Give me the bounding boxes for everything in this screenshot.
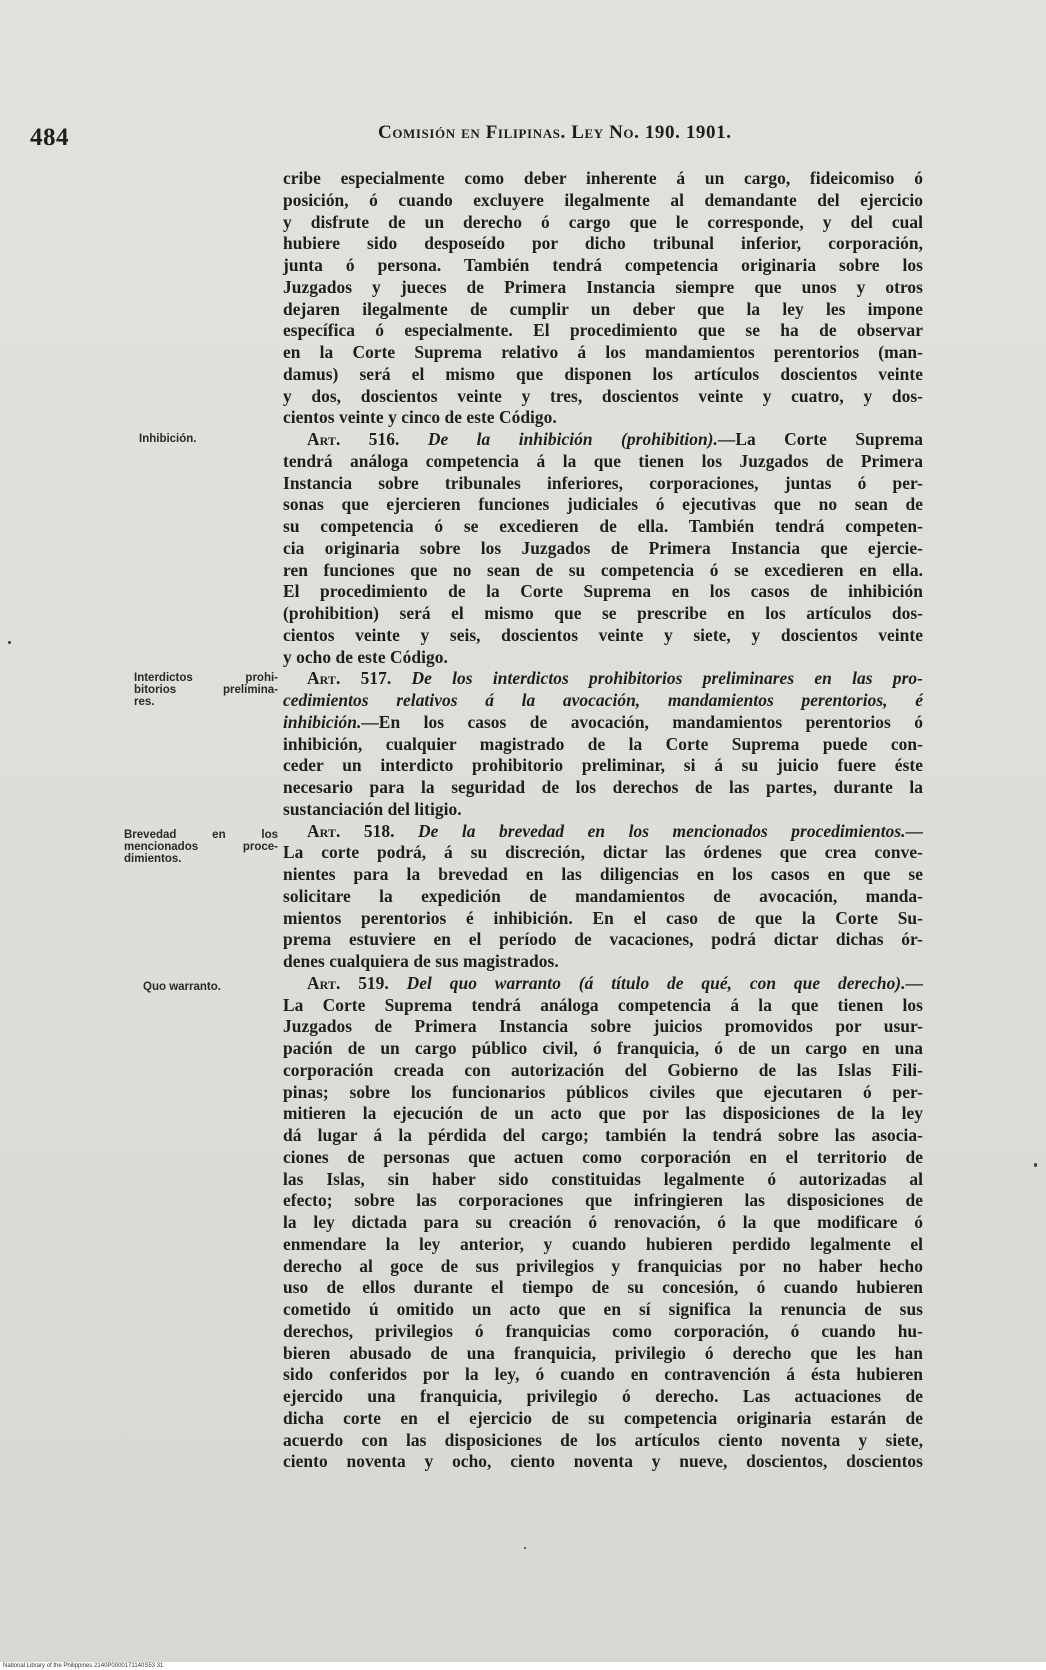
article-heading-line <box>283 668 923 690</box>
text-line: las Islas, sin haber sido constituidas legalmente ó autorizadas al <box>283 1168 923 1189</box>
scan-speck <box>8 641 11 644</box>
text-line: nientes para la brevedad en las diligencias en los casos en que se <box>283 864 923 884</box>
running-head: Comisión en Filipinas. Ley No. 190. 1901. <box>378 122 732 143</box>
text-line: en la Corte Suprema relativo á los mandamientos perentorios (man- <box>283 342 923 362</box>
text-segment: —La Corte Suprema <box>717 429 924 449</box>
text-line <box>283 712 923 734</box>
sidenote-line: Inhibición. <box>139 433 197 445</box>
article-519 <box>283 973 923 1473</box>
sidenote-quo-warranto <box>143 981 253 993</box>
text-line: sido conferidos por la ley, ó cuando en contravención á ésta hubieren <box>283 1364 923 1385</box>
text-line: inhibición, cualquier magistrado de la Corte Suprema puede con- <box>283 733 923 754</box>
text-line: y dos, doscientos veinte y tres, doscientos veinte y cuatro, y dos- <box>283 385 923 406</box>
text-line: ren funciones que no sean de su competencia ó se excedieren en ella. <box>283 559 923 580</box>
scan-speck <box>524 1547 526 1549</box>
text-line: derecho al goce de sus privilegios y franquicias por no haber hecho <box>283 1255 923 1276</box>
article-title-end: inhibición. <box>283 711 362 732</box>
sidenote-brevedad <box>124 829 278 865</box>
text-line: prema estuviere en el período de vacaciones, podrá dictar dichas ór- <box>283 929 923 950</box>
article-516 <box>283 429 923 668</box>
text-line: cribe especialmente como deber inherente á un cargo, fideicomiso ó <box>283 168 923 188</box>
text-segment: — <box>905 972 923 993</box>
text-line: sonas que ejercieren funciones judiciales ó ejecutivas que no sean de <box>283 494 923 515</box>
sidenote-line: Brevedad en los <box>124 829 278 841</box>
body-text <box>283 168 923 1473</box>
text-line: posición, ó cuando excluyere ilegalmente al demandante del ejercicio <box>283 189 923 210</box>
text-line: corporación creada con autorización del Gobierno de las Islas Fili- <box>283 1059 923 1080</box>
article-title: De la inhibición (prohibition). <box>427 429 718 449</box>
sidenote-line: mencionados proce- <box>124 841 278 853</box>
text-line: ciones de personas que actuen como corporación en el territorio de <box>283 1146 923 1167</box>
text-line: tendrá análoga competencia á la que tienen los Juzgados de Primera <box>283 450 923 471</box>
text-line: pación de un cargo público civil, ó franquicia, ó de un cargo en una <box>283 1038 923 1058</box>
text-line: junta ó persona. También tendrá competencia originaria sobre los <box>283 255 923 275</box>
sidenote-line: Interdictos prohi- <box>134 672 278 684</box>
text-line: Juzgados de Primera Instancia sobre juicios promovidos por usur- <box>283 1016 923 1037</box>
text-line: enmendare la ley anterior, y cuando hubieren perdido legalmente el <box>283 1233 923 1254</box>
text-line: uso de ellos durante el tiempo de su concesión, ó cuando hubieren <box>283 1277 923 1298</box>
text-line: cometido ú omitido un acto que en sí significa la renuncia de sus <box>283 1299 923 1319</box>
article-title: Del quo warranto (á título de qué, con que derecho). <box>406 972 906 993</box>
sidenote-line: bitorios prelimina- <box>134 684 278 696</box>
footer-text: National Library of the Philippines 2140P0000171140S53 31 <box>3 1663 164 1669</box>
article-title: De la brevedad en los mencionados procedimientos. <box>418 820 906 841</box>
article-heading-line <box>283 429 923 451</box>
article-number: Art. 517. <box>307 668 392 689</box>
text-line: mientos perentorios é inhibición. En el caso de que la Corte Su- <box>283 907 923 928</box>
text-line: necesario para la seguridad de los derechos de las partes, durante la <box>283 777 923 797</box>
text-line: denes cualquiera de sus magistrados. <box>283 951 559 971</box>
text-line: Juzgados y jueces de Primera Instancia siempre que unos y otros <box>283 276 923 297</box>
article-title-line: cedimientos relativos á la avocación, mandamientos perentorios, é <box>283 690 923 710</box>
text-line: cia originaria sobre los Juzgados de Primera Instancia que ejercie- <box>283 537 923 558</box>
text-line: efecto; sobre las corporaciones que infringieren las disposiciones de <box>283 1190 923 1211</box>
text-line: bieren abusado de una franquicia, privilegio ó derecho que les han <box>283 1342 923 1363</box>
text-line: dicha corte en el ejercicio de su competencia originaria estarán de <box>283 1407 923 1428</box>
intro-paragraph <box>283 168 923 429</box>
scan-speck <box>1034 1163 1037 1167</box>
text-line: pinas; sobre los funcionarios públicos civiles que ejecutaren ó per- <box>283 1081 923 1102</box>
text-line: y disfrute de un derecho ó cargo que le corresponde, y del cual <box>283 211 923 232</box>
text-line: ceder un interdicto prohibitorio preliminar, si á su juicio fuere éste <box>283 755 923 776</box>
text-line: hubiere sido desposeído por dicho tribunal inferior, corporación, <box>283 233 923 254</box>
article-518 <box>283 821 923 973</box>
text-line: dejaren ilegalmente de cumplir un deber que la ley les impone <box>283 298 923 319</box>
text-line: dá lugar á la pérdida del cargo; también la tendrá sobre las asocia- <box>283 1125 923 1145</box>
text-line: su competencia ó se excedieren de ella. También tendrá competen- <box>283 516 923 536</box>
article-title: De los interdictos prohibitorios preliminares en las pro- <box>411 668 923 689</box>
text-line: ejercido una franquicia, privilegio ó derecho. Las actuaciones de <box>283 1386 923 1406</box>
text-line: la ley dictada para su creación ó renovación, ó la que modificare ó <box>283 1212 923 1232</box>
article-number: Art. 516. <box>307 429 400 449</box>
text-line: acuerdo con las disposiciones de los artículos ciento noventa y siete, <box>283 1429 923 1450</box>
text-line: cientos veinte y cinco de este Código. <box>283 407 557 428</box>
text-line: ciento noventa y ocho, ciento noventa y nueve, doscientos, doscientos <box>283 1451 923 1472</box>
text-line: El procedimiento de la Corte Suprema en los casos de inhibición <box>283 581 923 602</box>
article-heading-line <box>283 821 923 843</box>
text-segment: — <box>905 820 923 841</box>
text-line: cientos veinte y seis, doscientos veinte y siete, y doscientos veinte <box>283 624 923 645</box>
text-line: mitieren la ejecución de un acto que por las disposiciones de la ley <box>283 1103 923 1124</box>
page-number: 484 <box>30 124 69 151</box>
text-line: solicitare la expedición de mandamientos de avocación, manda- <box>283 885 923 906</box>
text-line: Instancia sobre tribunales inferiores, corporaciones, juntas ó per- <box>283 472 923 493</box>
text-line: (prohibition) será el mismo que se prescribe en los artículos dos- <box>283 603 923 623</box>
text-line: derechos, privilegios ó franquicias como corporación, ó cuando hu- <box>283 1320 923 1341</box>
text-line: específica ó especialmente. El procedimiento que se ha de observar <box>283 320 923 341</box>
sidenote-line: Quo warranto. <box>143 981 221 993</box>
article-517 <box>283 668 923 820</box>
text-line: La corte podrá, á su discreción, dictar las órdenes que crea conve- <box>283 842 923 863</box>
text-line: sustanciación del litigio. <box>283 798 462 819</box>
text-line: La Corte Suprema tendrá análoga competencia á la que tienen los <box>283 994 923 1015</box>
sidenote-line: res. <box>134 696 155 708</box>
sidenote-line: dimientos. <box>124 853 182 865</box>
text-segment: —En los casos de avocación, mandamientos perentorios ó <box>361 711 923 732</box>
sidenote-inhibicion <box>139 433 229 445</box>
text-line: y ocho de este Código. <box>283 646 448 667</box>
text-line: damus) será el mismo que disponen los artículos doscientos veinte <box>283 363 923 384</box>
article-heading-line <box>283 973 923 995</box>
article-number: Art. 519. <box>307 972 389 993</box>
article-number: Art. 518. <box>307 820 395 841</box>
sidenote-interdictos <box>134 672 278 708</box>
